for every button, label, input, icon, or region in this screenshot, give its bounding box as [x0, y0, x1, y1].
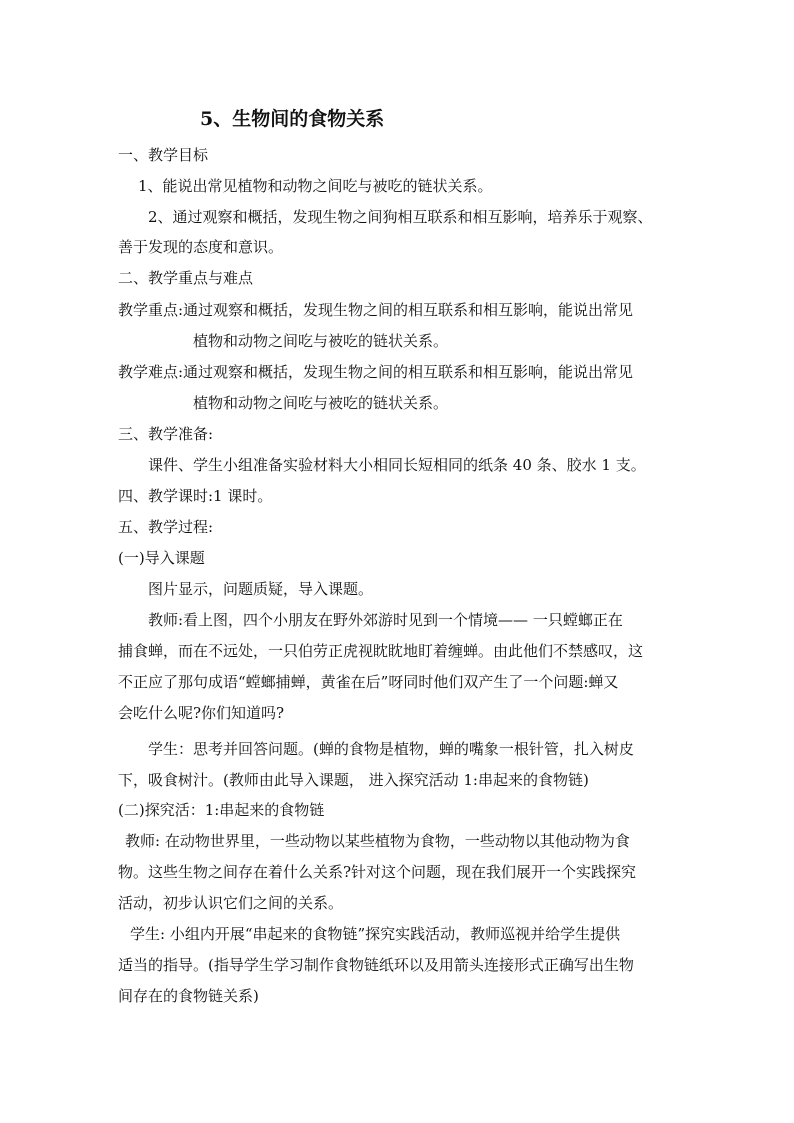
document-page: 5、生物间的食物关系 一、教学目标 1、能说出常见植物和动物之间吃与被吃的链状关系。 2、通过观察和概括，发现生物之间狗相互联系和相互影响，培养乐于观察、 善于发现的态度和意识。 二、教学重点与难点 教学重点:通过观察和概括，发现生物之间的相互联系和相互影响，能说出常见 植物和动物之间吃与被吃的链状关系。 教学难点:通过观察和概括，发现生物之间的相互联系和相互影响，能说出常见 植物和动物之间吃与被吃的链状关系。 三、教学准备: 课件、学生小组准备实验材料大小相同长短相同的纸条 40 条、胶水 1 支。 四、教学课时:1 课时。 五、教学过程: (一)导入课题 图片显示，问题质疑，导入课题。 教师:看上图，四个小朋友在野外郊游时见到一个情境—— 一只螳螂正在 捕食蝉，而在不远处，一只伯劳正虎视眈眈地盯着缠蝉。由此他们不禁感叹，这 不正应了那句成语“螳螂捕蝉，黄雀在后”呀同时他们双产生了一个问题:蝉又 会吃什么呢?你们知道吗? 学生：思考并回答问题。(蝉的食物是植物，蝉的嘴象一根针管，扎入树皮 下，吸食树汁。(教师由此导入课题， 进入探究活动 1:串起来的食物链) (二)探究活：1:串起来的食物链 教师: 在动物世界里，一些动物以某些植物为食物，一些动物以其他动物为食 物。这些生物之间存在着什么关系?针对这个问题，现在我们展开一个实践探究 活动，初步认识它们之间的关系。 学生: 小组内开展“串起来的食物链”探究实践活动，教师巡视并给学生提供 适当的指导。(指导学生学习制作食物链纸环以及用箭头连接形式正确写出生物 间存在的食物链关系) [118, 108, 653, 1005]
